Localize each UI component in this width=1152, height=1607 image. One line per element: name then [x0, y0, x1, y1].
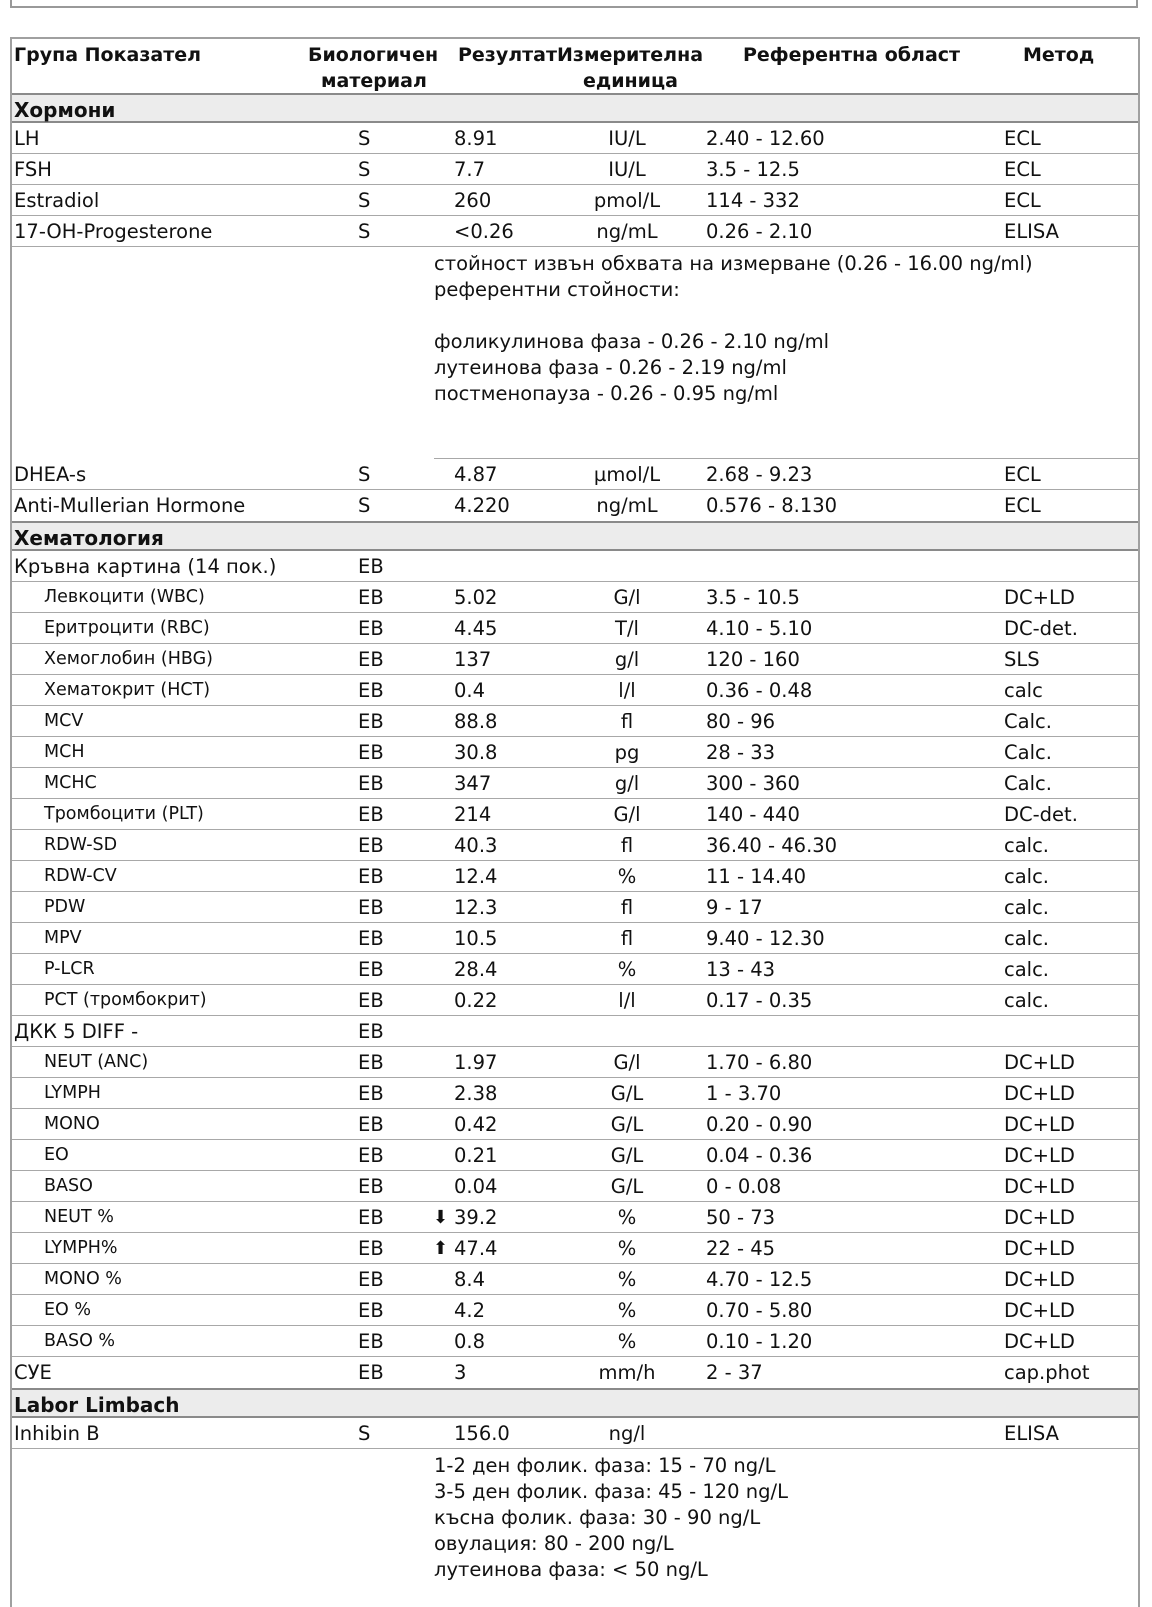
row-material: EB — [358, 555, 384, 578]
row-result: 4.45 — [454, 617, 498, 640]
row-unit: G/L — [610, 1113, 644, 1136]
row-method: DC+LD — [1004, 1299, 1075, 1322]
row-unit: mm/h — [598, 1361, 656, 1384]
table-row — [12, 706, 1138, 737]
row-unit: G/L — [610, 1175, 644, 1198]
table-row — [12, 1202, 1138, 1233]
row-unit: IU/L — [608, 127, 646, 150]
table-row — [12, 1233, 1138, 1264]
row-material: S — [358, 494, 371, 517]
row-name: EO % — [44, 1300, 92, 1320]
table-row — [12, 675, 1138, 706]
row-reference: 3.5 - 10.5 — [706, 586, 800, 609]
row-method: calc. — [1004, 989, 1050, 1012]
row-method: ELISA — [1004, 1422, 1060, 1445]
comment-line: лутеинова фаза - 0.26 - 2.19 ng/ml — [434, 356, 787, 379]
table-row — [12, 1171, 1138, 1202]
comment-line: фоликулинова фаза - 0.26 - 2.10 ng/ml — [434, 330, 830, 353]
row-reference: 0.17 - 0.35 — [706, 989, 813, 1012]
row-method: DC-det. — [1004, 803, 1078, 826]
row-name: MONO — [44, 1114, 100, 1134]
table-row — [12, 185, 1138, 216]
row-unit: IU/L — [608, 158, 646, 181]
row-method: Calc. — [1004, 772, 1052, 795]
row-name: LYMPH — [44, 1083, 101, 1103]
row-material: EB — [358, 1175, 384, 1198]
row-method: cap.phot — [1004, 1361, 1090, 1384]
row-method: ECL — [1004, 158, 1041, 181]
row-material: S — [358, 189, 371, 212]
row-reference: 36.40 - 46.30 — [706, 834, 838, 857]
row-unit: G/l — [613, 803, 641, 826]
row-reference: 0.04 - 0.36 — [706, 1144, 813, 1167]
row-name: P-LCR — [44, 959, 95, 979]
row-unit: % — [617, 1206, 637, 1229]
row-result: 0.04 — [454, 1175, 498, 1198]
row-method: DC+LD — [1004, 1268, 1075, 1291]
table-row — [12, 985, 1138, 1016]
row-result: 137 — [454, 648, 492, 671]
row-unit: µmol/L — [593, 463, 661, 486]
row-unit: % — [617, 1299, 637, 1322]
row-unit: G/L — [610, 1144, 644, 1167]
row-result: 5.02 — [454, 586, 498, 609]
row-name: RDW-SD — [44, 835, 118, 855]
row-reference: 0.20 - 0.90 — [706, 1113, 813, 1136]
row-result: 0.4 — [454, 679, 486, 702]
row-reference: 4.10 - 5.10 — [706, 617, 813, 640]
row-name: PCT (тромбокрит) — [44, 990, 207, 1010]
section-hormones: Хормони — [12, 93, 1138, 123]
row-material: EB — [358, 648, 384, 671]
row-result: 0.8 — [454, 1330, 486, 1353]
row-result: 156.0 — [454, 1422, 510, 1445]
row-unit: l/l — [618, 679, 636, 702]
row-reference: 1 - 3.70 — [706, 1082, 782, 1105]
row-name: 17-OH-Progesterone — [14, 220, 213, 243]
comment-line: постменопауза - 0.26 - 0.95 ng/ml — [434, 382, 779, 405]
row-method: DC+LD — [1004, 1330, 1075, 1353]
row-material: EB — [358, 896, 384, 919]
row-result: 4.2 — [454, 1299, 486, 1322]
row-result: 1.97 — [454, 1051, 498, 1074]
row-result: 4.220 — [454, 494, 510, 517]
table-row — [12, 1016, 1138, 1047]
row-method: DC+LD — [1004, 1082, 1075, 1105]
row-name: СУЕ — [14, 1361, 52, 1384]
row-reference: 300 - 360 — [706, 772, 800, 795]
row-material: EB — [358, 586, 384, 609]
row-material: EB — [358, 1051, 384, 1074]
row-reference: 0.576 - 8.130 — [706, 494, 838, 517]
result-comment — [12, 1449, 1138, 1579]
header-group: Група Показател — [14, 44, 202, 66]
table-row — [12, 1326, 1138, 1357]
row-material: EB — [358, 989, 384, 1012]
row-name: FSH — [14, 158, 52, 181]
row-name: NEUT % — [44, 1207, 114, 1227]
row-material: EB — [358, 710, 384, 733]
row-name: MCV — [44, 711, 84, 731]
table-row — [12, 1078, 1138, 1109]
row-result: 260 — [454, 189, 492, 212]
row-reference: 50 - 73 — [706, 1206, 776, 1229]
row-unit: l/l — [618, 989, 636, 1012]
row-name: MONO % — [44, 1269, 122, 1289]
row-unit: % — [617, 1330, 637, 1353]
row-reference: 140 - 440 — [706, 803, 800, 826]
row-name: Тромбоцити (PLT) — [44, 804, 204, 824]
row-reference: 0.26 - 2.10 — [706, 220, 813, 243]
row-reference: 0.36 - 0.48 — [706, 679, 813, 702]
row-unit: ng/mL — [596, 494, 658, 517]
row-unit: ng/l — [608, 1422, 646, 1445]
row-method: calc. — [1004, 865, 1050, 888]
table-row — [12, 551, 1138, 582]
header-result: Резултат — [458, 44, 557, 66]
row-method: DC+LD — [1004, 1051, 1075, 1074]
comment-line — [434, 303, 1138, 329]
row-reference: 9 - 17 — [706, 896, 763, 919]
row-method: DC+LD — [1004, 586, 1075, 609]
row-result: 7.7 — [454, 158, 486, 181]
lab-results-table — [10, 37, 1140, 1607]
table-row — [12, 1264, 1138, 1295]
row-reference: 2.40 - 12.60 — [706, 127, 825, 150]
row-result: <0.26 — [454, 220, 514, 243]
row-reference: 2 - 37 — [706, 1361, 763, 1384]
row-name: Anti-Mullerian Hormone — [14, 494, 246, 517]
row-method: SLS — [1004, 648, 1040, 671]
row-material: EB — [358, 1113, 384, 1136]
row-method: ECL — [1004, 463, 1041, 486]
table-row — [12, 644, 1138, 675]
table-row — [12, 861, 1138, 892]
table-row — [12, 1295, 1138, 1326]
row-name: RDW-CV — [44, 866, 117, 886]
row-unit: % — [617, 1237, 637, 1260]
table-row — [12, 582, 1138, 613]
row-name: DHEA-s — [14, 463, 87, 486]
row-material: EB — [358, 1144, 384, 1167]
header-method: Метод — [1023, 44, 1095, 66]
arrow-up-icon: ⬆ — [433, 1238, 449, 1259]
row-result: 12.3 — [454, 896, 498, 919]
row-material: EB — [358, 834, 384, 857]
row-unit: g/l — [614, 648, 640, 671]
table-row — [12, 459, 1138, 490]
row-material: EB — [358, 865, 384, 888]
row-reference: 120 - 160 — [706, 648, 800, 671]
row-name: Левкоцити (WBC) — [44, 587, 205, 607]
row-reference: 4.70 - 12.5 — [706, 1268, 813, 1291]
row-result: 47.4 — [454, 1237, 498, 1260]
table-row — [12, 768, 1138, 799]
row-unit: % — [617, 1268, 637, 1291]
row-name: BASO % — [44, 1331, 116, 1351]
row-material: EB — [358, 1330, 384, 1353]
row-result: 10.5 — [454, 927, 498, 950]
row-unit: % — [617, 865, 637, 888]
comment-line: референтни стойности: — [434, 278, 680, 301]
row-result: 40.3 — [454, 834, 498, 857]
table-row — [12, 1109, 1138, 1140]
comment-line: 1-2 ден фолик. фаза: 15 - 70 ng/L — [434, 1454, 776, 1477]
table-row — [12, 892, 1138, 923]
result-comment — [12, 247, 1138, 459]
row-material: EB — [358, 1020, 384, 1043]
row-name: Хематокрит (HCT) — [44, 680, 211, 700]
header-material-line2: материал — [321, 70, 427, 92]
table-row — [12, 923, 1138, 954]
row-material: EB — [358, 958, 384, 981]
row-name: NEUT (ANC) — [44, 1052, 149, 1072]
row-name: LH — [14, 127, 40, 150]
row-result: 88.8 — [454, 710, 498, 733]
section-hematology: Хематология — [12, 521, 1138, 551]
row-unit: T/l — [615, 617, 639, 640]
table-row — [12, 954, 1138, 985]
row-unit: G/l — [613, 1051, 641, 1074]
comment-line: овулация: 80 - 200 ng/L — [434, 1532, 674, 1555]
row-material: S — [358, 1422, 371, 1445]
row-material: S — [358, 220, 371, 243]
row-result: 4.87 — [454, 463, 498, 486]
row-unit: G/l — [613, 586, 641, 609]
row-name: Estradiol — [14, 189, 100, 212]
row-material: EB — [358, 679, 384, 702]
header-reference: Референтна област — [743, 44, 961, 66]
row-reference: 0.10 - 1.20 — [706, 1330, 813, 1353]
row-material: EB — [358, 772, 384, 795]
previous-section-frame — [10, 0, 1138, 8]
comment-line: стойност извън обхвата на измерване (0.26 - 16.00 ng/ml) — [434, 252, 1033, 275]
row-reference: 114 - 332 — [706, 189, 800, 212]
row-result: 12.4 — [454, 865, 498, 888]
header-unit-line1: Измерителна — [557, 44, 704, 66]
row-method: calc. — [1004, 896, 1050, 919]
row-reference: 0 - 0.08 — [706, 1175, 782, 1198]
row-material: EB — [358, 803, 384, 826]
row-method: ECL — [1004, 494, 1041, 517]
row-method: DC+LD — [1004, 1175, 1075, 1198]
comment-line: късна фолик. фаза: 30 - 90 ng/L — [434, 1506, 761, 1529]
row-reference: 2.68 - 9.23 — [706, 463, 813, 486]
row-method: calc. — [1004, 927, 1050, 950]
table-row — [12, 737, 1138, 768]
row-name: ДКК 5 DIFF - — [14, 1020, 139, 1043]
table-row — [12, 1418, 1138, 1449]
row-reference: 1.70 - 6.80 — [706, 1051, 813, 1074]
row-result: 0.21 — [454, 1144, 498, 1167]
row-name: LYMPH% — [44, 1238, 118, 1258]
row-method: DC+LD — [1004, 1113, 1075, 1136]
row-unit: pg — [614, 741, 640, 764]
row-method: calc — [1004, 679, 1043, 702]
row-method: calc. — [1004, 958, 1050, 981]
row-result: 347 — [454, 772, 492, 795]
row-name: BASO — [44, 1176, 93, 1196]
section-labor-limbach: Labor Limbach — [12, 1388, 1138, 1418]
row-reference: 9.40 - 12.30 — [706, 927, 825, 950]
row-unit: % — [617, 958, 637, 981]
table-row — [12, 123, 1138, 154]
row-method: Calc. — [1004, 741, 1052, 764]
row-name: Inhibin B — [14, 1422, 100, 1445]
table-row — [12, 154, 1138, 185]
row-method: DC-det. — [1004, 617, 1078, 640]
row-unit: fl — [620, 834, 634, 857]
row-result: 30.8 — [454, 741, 498, 764]
row-material: EB — [358, 1082, 384, 1105]
row-reference: 28 - 33 — [706, 741, 776, 764]
row-unit: fl — [620, 896, 634, 919]
row-name: Кръвна картина (14 пок.) — [14, 555, 277, 578]
row-result: 2.38 — [454, 1082, 498, 1105]
row-reference: 0.70 - 5.80 — [706, 1299, 813, 1322]
row-unit: g/l — [614, 772, 640, 795]
row-reference: 11 - 14.40 — [706, 865, 807, 888]
table-row — [12, 799, 1138, 830]
row-reference: 13 - 43 — [706, 958, 776, 981]
table-row — [12, 1047, 1138, 1078]
row-method: calc. — [1004, 834, 1050, 857]
row-material: EB — [358, 1206, 384, 1229]
row-unit: G/L — [610, 1082, 644, 1105]
table-row — [12, 490, 1138, 521]
row-name: EO — [44, 1145, 69, 1165]
row-material: EB — [358, 1268, 384, 1291]
row-method: DC+LD — [1004, 1237, 1075, 1260]
row-name: MCH — [44, 742, 85, 762]
row-result: 0.42 — [454, 1113, 498, 1136]
row-unit: fl — [620, 927, 634, 950]
row-method: DC+LD — [1004, 1144, 1075, 1167]
row-material: S — [358, 463, 371, 486]
table-row — [12, 613, 1138, 644]
row-name: MPV — [44, 928, 82, 948]
row-result: 3 — [454, 1361, 467, 1384]
row-reference: 3.5 - 12.5 — [706, 158, 800, 181]
row-method: ECL — [1004, 189, 1041, 212]
row-reference: 22 - 45 — [706, 1237, 776, 1260]
table-row — [12, 830, 1138, 861]
row-name: Еритроцити (RBC) — [44, 618, 210, 638]
row-material: EB — [358, 1299, 384, 1322]
row-material: EB — [358, 1237, 384, 1260]
row-unit: fl — [620, 710, 634, 733]
table-header — [12, 39, 1138, 93]
row-material: EB — [358, 741, 384, 764]
row-result: 0.22 — [454, 989, 498, 1012]
header-material-line1: Биологичен — [308, 44, 439, 66]
header-unit-line2: единица — [583, 70, 678, 92]
table-row — [12, 216, 1138, 247]
row-result: 39.2 — [454, 1206, 498, 1229]
row-material: EB — [358, 927, 384, 950]
row-reference: 80 - 96 — [706, 710, 776, 733]
table-row — [12, 1140, 1138, 1171]
row-material: EB — [358, 617, 384, 640]
row-method: ECL — [1004, 127, 1041, 150]
row-name: Хемоглобин (HBG) — [44, 649, 213, 669]
table-row — [12, 1357, 1138, 1388]
row-unit: pmol/L — [593, 189, 661, 212]
row-method: DC+LD — [1004, 1206, 1075, 1229]
row-result: 214 — [454, 803, 492, 826]
row-material: S — [358, 158, 371, 181]
row-method: ELISA — [1004, 220, 1060, 243]
row-result: 28.4 — [454, 958, 498, 981]
row-material: EB — [358, 1361, 384, 1384]
comment-line: лутеинова фаза: < 50 ng/L — [434, 1558, 708, 1581]
row-name: PDW — [44, 897, 86, 917]
row-result: 8.91 — [454, 127, 498, 150]
row-unit: ng/mL — [596, 220, 658, 243]
arrow-down-icon: ⬇ — [433, 1207, 449, 1228]
comment-line: 3-5 ден фолик. фаза: 45 - 120 ng/L — [434, 1480, 788, 1503]
row-material: S — [358, 127, 371, 150]
row-name: MCHC — [44, 773, 97, 793]
row-method: Calc. — [1004, 710, 1052, 733]
row-result: 8.4 — [454, 1268, 486, 1291]
